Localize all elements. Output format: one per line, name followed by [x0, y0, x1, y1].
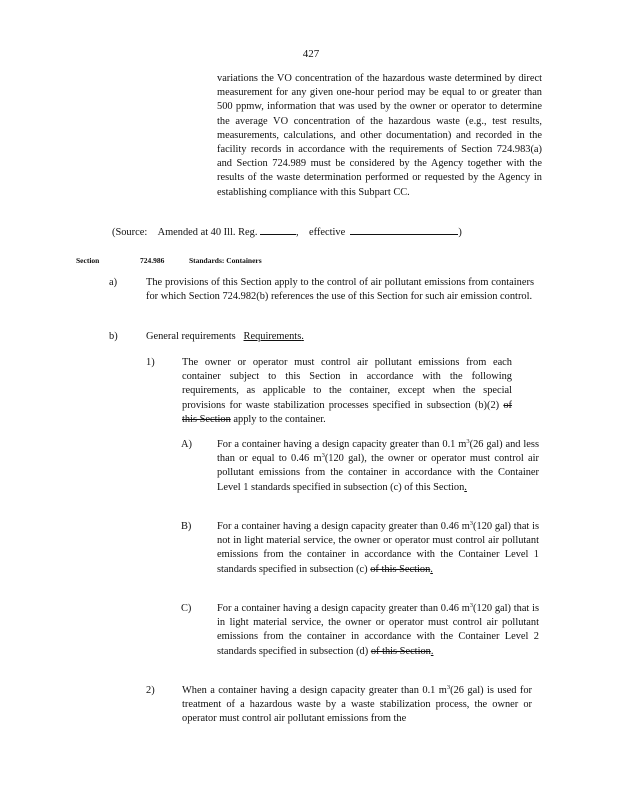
subsection-b-text	[146, 330, 526, 344]
item-1-body: The owner or operator must control air pollutant emissions from each container subject to this Section in accordance with the following requirements, as applicable to the container, except when the special provisions for waste stabilization processes specified in subsection (b)(2)	[182, 357, 512, 411]
item-1-end: apply to the container.	[233, 413, 326, 425]
item-a-part2: (26 gal) and less than or equal to 0.46 m	[217, 439, 540, 465]
item-2-part2: (26 gal) is used for treatment of a hazardous waste by a waste stabilization process, the owner or operator must control air pollutant emissions from the	[182, 685, 532, 725]
effective-label: effective	[309, 227, 346, 238]
item-b-end: .	[430, 563, 433, 575]
item-a-part1: For a container having a design capacity greater than 0.1 m	[217, 439, 467, 450]
item-c-end: .	[430, 645, 434, 657]
item-c-struck: of this Section	[370, 645, 431, 657]
source-separator: ,	[296, 227, 299, 238]
item-c-part1: For a container having a design capacity greater than 0.46 m	[217, 603, 470, 614]
item-c-superscript: 3	[469, 602, 474, 609]
item-b-part1: For a container having a design capacity greater than 0.46 m	[217, 521, 470, 532]
item-c-part2: (120 gal) that is in light material service, the owner or operator must control air pollutant emissions from the container in accordance with the Container Level 2 standards specified in subsection (d)	[217, 603, 539, 657]
page-number: 427	[302, 48, 320, 60]
item-1-marker: 1)	[146, 357, 155, 368]
item-b-text	[217, 520, 539, 577]
item-2-superscript: 3	[446, 684, 451, 691]
source-close: )	[458, 227, 462, 238]
item-2-marker: 2)	[146, 685, 155, 696]
subsection-b-title: General requirements	[146, 331, 236, 342]
item-b-superscript: 3	[469, 520, 474, 527]
item-b-part2: (120 gal) that is not in light material service, the owner or operator must control air pollutant emissions from the container in accordance with the Container Level 1 standards specified in subsection (c)	[217, 521, 539, 575]
item-b-marker: B)	[181, 521, 192, 532]
item-2-text	[182, 684, 532, 727]
source-label: (Source:	[112, 227, 148, 238]
source-text: Amended at 40 Ill. Reg.	[157, 227, 258, 238]
section-title: Standards: Containers	[188, 256, 262, 265]
item-1-struck: of this Section	[182, 399, 513, 425]
subsection-a-text: The provisions of this Section apply to the control of air pollutant emissions from containers for which Section 724.982(b) references the use of this Section for such air emission control.	[146, 277, 534, 303]
source-note	[112, 224, 502, 240]
item-2-part1: When a container having a design capacity greater than 0.1 m	[182, 685, 447, 696]
item-a-end: .	[464, 481, 467, 493]
subsection-b-marker: b)	[109, 331, 118, 342]
section-heading	[76, 254, 336, 268]
effective-date-blank	[350, 224, 458, 235]
item-c-text	[217, 602, 539, 659]
item-1-text	[182, 356, 512, 427]
register-volume-blank	[260, 224, 296, 235]
item-a-superscript-1: 3	[466, 438, 470, 445]
item-c-marker: C)	[181, 603, 192, 614]
subsection-a-marker: a)	[109, 277, 118, 288]
item-a-superscript-2: 3	[321, 452, 325, 460]
item-b-struck: of this Section	[370, 563, 431, 575]
item-a-part3: (120 gal), the owner or operator must control air pollutant emissions from the container in accordance with the Container Level 1 standards specified in subsection (c) of this Section	[217, 453, 539, 493]
section-number: 724.986	[139, 256, 165, 265]
subsection-b-end: .	[301, 331, 304, 342]
subsection-b-inserted: Requirements	[243, 331, 302, 342]
continued-paragraph: variations the VO concentration of the hazardous waste determined by direct measurement for any given one-hour period may be equal to or greater than 500 ppmw, information that was used by the owner or operator to determine the average VO concentration of the hazardous waste (e.g., test results, measurements, calculations, and other documentation) and recorded in the facility records in accordance with the requirements of Section 724.983(a) and Section 724.989 must be considered by the Agency together with the results of the waste determination performed or requested by the Agency in establishing compliance with this Subpart CC.	[217, 73, 542, 198]
item-a-text	[217, 438, 539, 495]
item-a-marker: A)	[181, 439, 192, 450]
section-label: Section	[76, 256, 100, 265]
